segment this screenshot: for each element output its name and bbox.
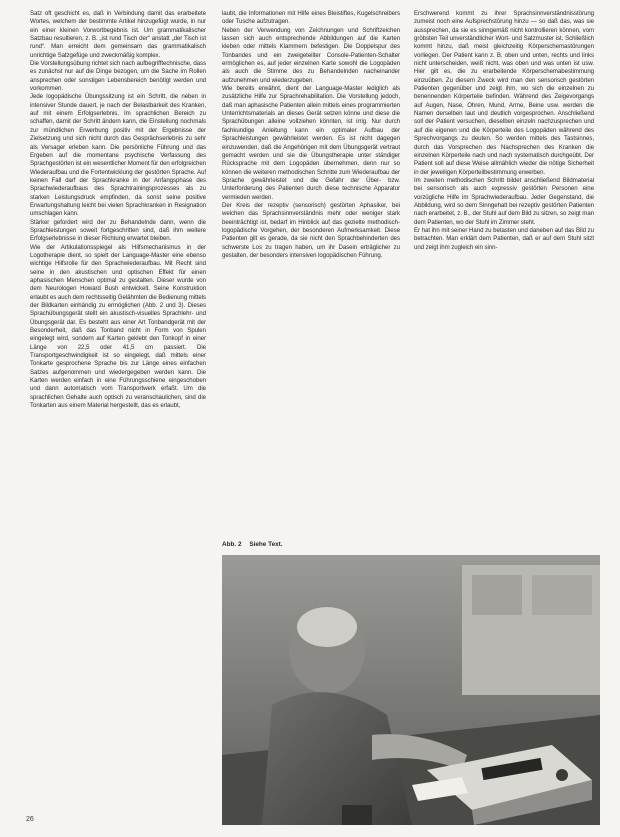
photo-illustration	[222, 555, 600, 825]
paragraph: laubt, die Informationen mit Hilfe eines Bleistiftes, Kugelschreibers oder Tusche aufzutragen.	[222, 10, 400, 26]
paragraph: Der Kreis der rezeptiv (sensorisch) gestörten Aphasiker, bei welchen das Sprachsinnverständnis mehr oder weniger stark beeinträchtigt ist, bedarf im Hinblick auf das gezielte methodisch-logopädische Vorgehen, der besonderen Aufmerksamkeit. Diese Patienten gilt es gerade, da sie nicht den Sprachbehinderten des schwerste Los zu tragen haben, um ihr Dasein erträglicher zu gestalten, der besonders intensiven logopädischen Führung.	[222, 201, 400, 259]
paragraph: Er hat ihn mit seiner Hand zu betasten und daneben auf das Bild zu betrachten. Man erklärt dem Patienten, daß er auf dem Stuhl sitzt und zeigt ihm zugleich ein sinn-	[414, 226, 594, 251]
page-number: 26	[26, 816, 34, 823]
figure-caption	[222, 541, 289, 548]
paragraph: Satz oft geschicht es, daß in Verbindung damit das erarbeitete Wortes, welchem der bestimmte Artikel hinzugefügt wurde, in nur ein einer kleinen Vorwortbegebnis ist. Um grammatikalischer Satzbau resultieren, z. B. „ist rund Tisch der“ anstatt „der Tisch ist rund“. Man erreicht dem gemeinsam das grammatikalisch unrichtige Satzgefüge und zweckmäßig komplex.	[30, 10, 206, 59]
photo-patient-with-language-master	[222, 555, 600, 825]
paragraph: Neben der Verwendung von Zeichnungen und Schriftzeichen lassen sich auch entsprechende Abbildungen auf die Karten kleben oder mittels Klammern befestigen. Die Doppelspur des Tonbandes und ein zweigeteilter Console-Patienten-Schalter ermöglichen es, auf jeder einzelnen Karte sowohl die Logopäden als auch die Stimme des zu Behandelnden nacheinander aufzunehmen und wiederzugeben.	[222, 26, 400, 84]
paragraph: Wie bereits erwähnt, dient der Language-Master lediglich als zusätzliche Hilfe zur Sprachrehabilitation. Die Vorstellung jedoch, daß man aphasische Patienten allein mittels eines programmierten Unterrichtsmaterials an dieses Gerät setzen könne und diese die Sprachübungen alleine vollziehen könnten, ist irrig. Nur durch fachkundige Anleitung kann ein optimaler Aufbau der Sprachleistungen gewährleistet werden. Es ist nicht dagegen einzuwenden, daß die Angehörigen mit dem Übungsgerät vertraut gemacht werden und sie die Übungstherapie unter ständiger Rücksprache mit dem Logopäden übernehmen, denn nur so können die weiteren methodischen Schritte zum Wiederaufbau der Sprache gewährleistet und die Gefahr der Über- bzw. Unterforderung des Patienten durch diese technische Apparatur vermieden werden.	[222, 85, 400, 201]
text-column-left	[30, 10, 206, 810]
paragraph: Erschwerend kommt zu ihrer Sprachsinnverständnisstörung zumeist noch eine Aufsprechstörung hinzu — so daß das, was sie aussprechen, da sie es sinngemäß nicht kontrollieren können, vom gröbsten Teil unverständlicher Wort- und Satzmuster ist. Schließlich kommt hinzu, daß meist gleichzeitig Körperschemastörungen vorliegen. Der Patient kann z. B. oben und unten, rechts und links nicht unterscheiden, weiß nicht, was oben und was unten ist usw. Hier gilt es, die zu erarbeitende Körperschemabestimmung einzuüben. Zu diesem Zweck wird man den sensorisch gestörten Patienten gegenüber und zeigt ihm, wo sich die einzelnen zu benennenden Körperteile befinden. Während des Zeigevorgangs auf Augen, Nase, Ohren, Mund, Arme, Beine usw. werden die Namen derselben laut und deutlich vorgesprochen. Anschließend soll der Patient versuchen, dieselben einzeln nachzusprechen und auf die eigenen und die Körperteile des Logopäden während des Sprechvorgangs zu deuten. So werden mittels des Tastsinnes, durch das Vorsprechen des Nachsprechen des Kranken die einzelnen Körperteile nach und nach systematisch durchgeübt. Der Patient soll auf diese Weise allmählich wieder die nötige Sicherheit in der jeweiligen Körperteilbestimmung erwerben.	[414, 10, 594, 176]
paragraph: Im zweiten methodischen Schritt bildet anschließend Bildmaterial bei sensorisch als auch expressiv gestörten Personen eine vorzügliche Hilfe im Sprachwiederaufbau. Jeder Gegenstand, die Abbildung, wird so dem Sinngehalt bei rezeptiv gestörten Patienten nach erarbeitet, z. B., der Stuhl auf dem Bild zu sitzen, so zeigt man dem Patienten, wo der Stuhl im Zimmer steht.	[414, 176, 594, 226]
text-column-middle	[222, 10, 400, 530]
text-column-right	[414, 10, 594, 530]
paragraph: Jede logopädische Übungssitzung ist ein Schritt, die neben in intensiver Stunde dauert, je nach der Belastbarkeit des Kranken, auf mit einem Erfolgserlebnis. Im sprachlichen Bereich zu schaffen, damit der Schritt ändern kann, die Einstellung nochmals zur mündlichen Erwerbung positiv mit der Ergebnisse der Zielsetzung und sich nicht durch das Gesprächserlebnis zu sehr als Versager erleben kann. Die persönliche Führung und das Ergeben auf die momentane psychische Verfassung des Sprachgestörten ist ein wesentlicher Moment für den erfolgreichen Wiederaufbau und die Fortentwicklung der gestörten Sprache. Auf keinen Fall darf der Sprachkranke in der Anfangsphase des Sprachwiederaufbaus des Sprachtrainingsprozesses als zu starken Leistungsdruck empfinden, da sonst seine positive Erwartungshaltung leicht bei vielen Sprachkranken in Resignation umschlagen kann.	[30, 93, 206, 218]
figure-label: Abb. 2	[222, 541, 242, 548]
paragraph: Wie der Artikulationsspiegel als Hilfsmechanismus in der Logotherapie dient, so spielt der Language-Master eine ebenso wichtige Hilfsrolle für den Sprachwiederaufbau. Mit Recht sind seine in den akustischen und optischen Effekt für einen aphasischen Menschen optimal zu gestalten. Dieser wurde von dem Neurologen Howard Bush entwickelt. Seine Konstruktion erlaubt es auch dem rechtsseitig Gelähmten die Bedienung mittels der Bildkarten einhändig zu ermöglichen (Abb. 2 und 3). Dieses Sprachübungsgerät stellt ein akustisch-visuelles Sprachlehr- und Übungsgerät dar. Es besteht aus einer Art Tonbandgerät mit der Besonderheit, daß das Tonband nicht in Form von Spulen eingelegt wird, sondern auf Karten geklebt den Tonkopf in einer Länge von 22,5 oder 41,5 cm passiert. Die Transportgeschwindigkeit ist so eingelegt, daß mittels einer Tonkarte gesprochene Sprache bis zur Länge eines einfachen Satzes aufgenommen und wiedergegeben werden kann. Die Karten werden einfach in eine Führungsschiene eingeschoben und dann automatisch vom Transportwerk erfaßt. Um die sprachlichen Gehalte auch optisch zu veranschaulichen, sind die Tonkarten aus einem Material hergestellt, das es erlaubt,	[30, 243, 206, 410]
paragraph: Die Vorstellungsübung richtet sich nach aufbegrifftechnische, dass es zunächst nur auf die Dinge bezogen, um die Sache im Rollen ansprechen oder sonstigen Lebensbereich benötigt werden und vorkommen.	[30, 60, 206, 93]
figure-caption-text: Siehe Text.	[249, 541, 283, 548]
paragraph: Stärker gefordert wird der zu Behandelnde dann, wenn die Sprachleistungen soweit fortgeschritten sind, daß ihm weitere Erfolgserlebnisse in dieser Richtung erwartet bleiben.	[30, 218, 206, 243]
